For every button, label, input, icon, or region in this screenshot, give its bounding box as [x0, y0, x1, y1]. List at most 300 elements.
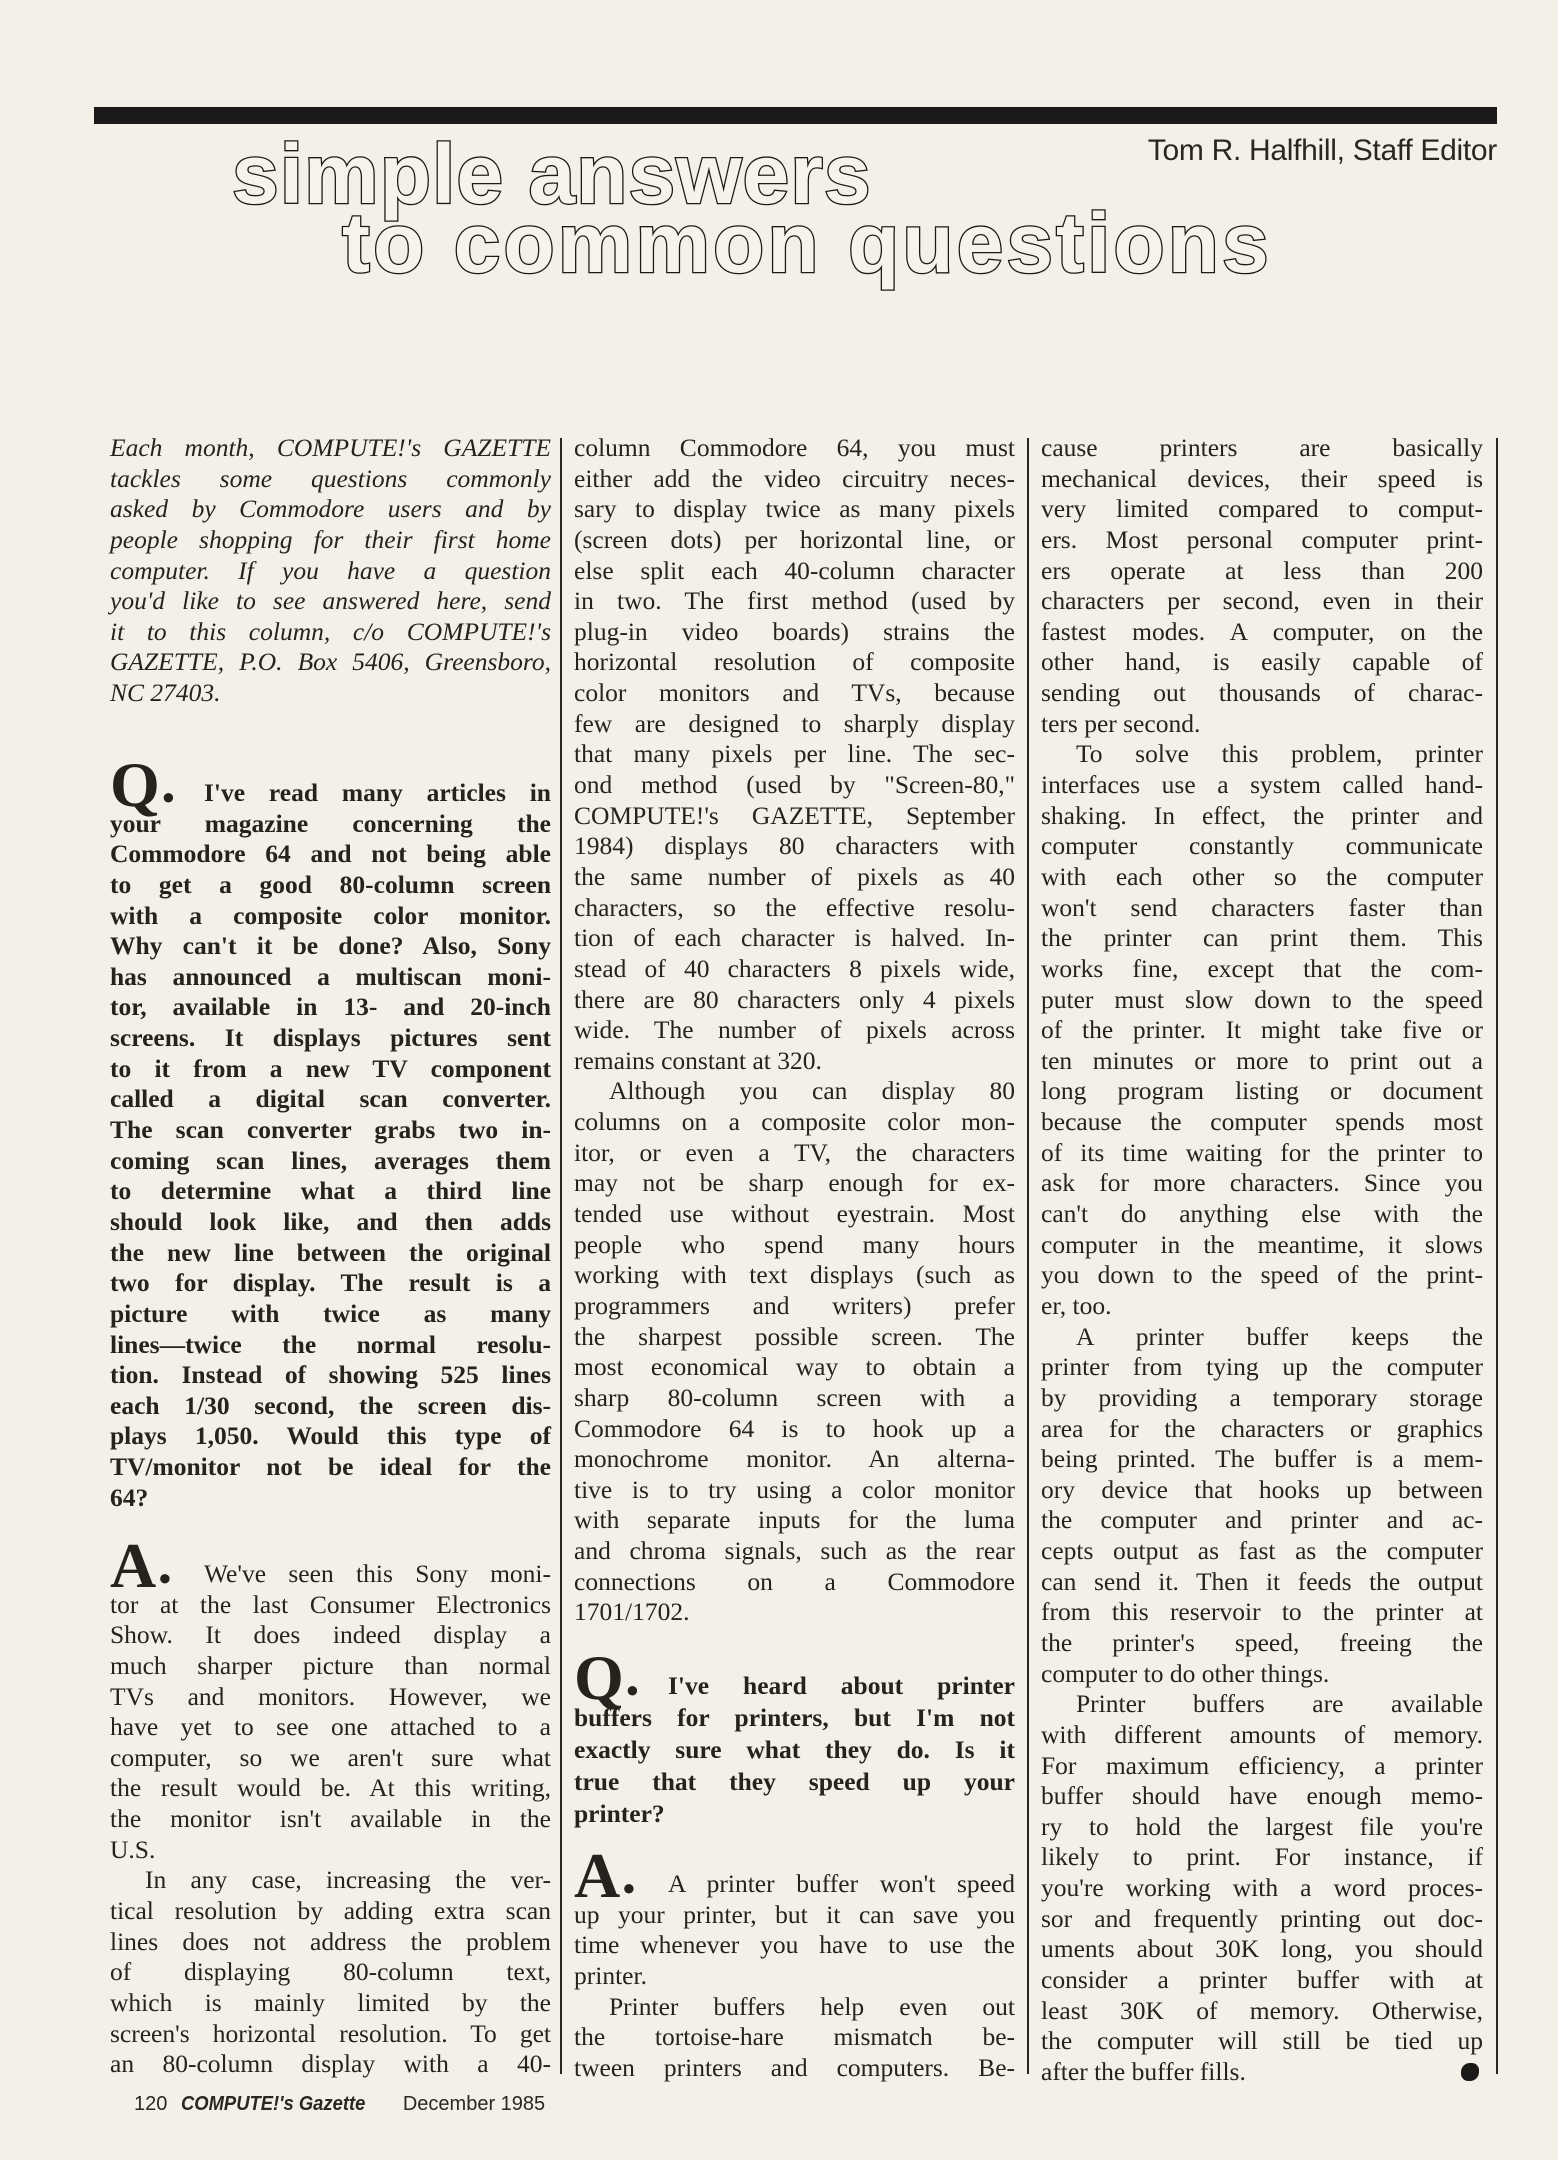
question-marker	[110, 748, 176, 820]
text-line	[574, 1475, 1015, 1506]
text-line	[574, 678, 1015, 709]
text-line	[110, 556, 551, 587]
paragraph	[110, 433, 551, 709]
text-line	[574, 1138, 1015, 1169]
line-text: you're working with a word proces-	[1041, 1873, 1483, 1903]
paragraph	[1041, 1322, 1483, 1690]
line-text: computer to do other things.	[1041, 1658, 1330, 1688]
answer-block	[110, 1529, 551, 2080]
text-line	[110, 1176, 551, 1207]
text-line	[574, 1168, 1015, 1199]
text-line	[574, 1444, 1015, 1475]
text-line	[1041, 1076, 1483, 1107]
line-text: that many pixels per line. The sec-	[574, 739, 1015, 769]
paragraph	[574, 1076, 1015, 1628]
line-text: in two. The first method (used by	[574, 586, 1015, 616]
line-text: COMPUTE!'s GAZETTE, September	[574, 800, 1015, 830]
page-number: 120	[134, 2093, 168, 2115]
text-line	[574, 433, 1015, 464]
text-line	[1041, 1352, 1483, 1383]
text-line	[574, 647, 1015, 678]
line-text: the monitor isn't available in the	[110, 1804, 551, 1834]
line-text: else split each 40-column character	[574, 555, 1015, 585]
text-line	[574, 2053, 1015, 2084]
text-line	[574, 1798, 1015, 1830]
answer-block	[574, 1839, 1015, 2083]
text-line	[110, 1804, 551, 1835]
text-line	[1041, 1659, 1483, 1690]
title-line-2: to common questions	[342, 196, 1272, 290]
line-text: the sharpest possible screen. The	[574, 1321, 1015, 1351]
text-line	[110, 1360, 551, 1391]
line-text: characters, so the effective resolu-	[574, 892, 1015, 922]
line-text: of displaying 80-column text,	[110, 1957, 551, 1987]
text-line	[110, 1452, 551, 1483]
line-text: itor, or even a TV, the characters	[574, 1137, 1015, 1167]
text-line	[574, 525, 1015, 556]
line-text: A printer buffer won't speed	[668, 1869, 1015, 1898]
text-line	[574, 923, 1015, 954]
marker-letter: A	[110, 1529, 157, 1601]
title-line-1: simple answers	[232, 127, 872, 221]
text-line	[574, 586, 1015, 617]
text-line	[1041, 1781, 1483, 1812]
line-text: Commodore 64 and not being able	[110, 839, 551, 869]
text-line	[574, 1230, 1015, 1261]
line-text: which is mainly limited by the	[110, 1987, 551, 2017]
text-line	[1041, 1291, 1483, 1322]
text-line	[574, 617, 1015, 648]
line-text: stead of 40 characters 8 pixels wide,	[574, 953, 1015, 983]
line-text: each 1/30 second, the screen dis-	[110, 1390, 551, 1420]
paragraph	[1041, 433, 1483, 739]
line-text: sending out thousands of charac-	[1041, 678, 1483, 708]
line-text: 1984) displays 80 characters with	[574, 831, 1015, 861]
text-line	[1041, 1138, 1483, 1169]
author-byline: Tom R. Halfhill, Staff Editor	[1147, 134, 1497, 167]
line-text: to it from a new TV component	[110, 1053, 551, 1083]
text-line	[110, 1146, 551, 1177]
line-text: computer constantly communicate	[1041, 831, 1483, 861]
text-line	[1041, 525, 1483, 556]
text-line	[110, 1207, 551, 1238]
text-line	[1041, 2026, 1483, 2057]
bullet-icon: ●	[625, 1677, 640, 1702]
line-text: Each month, COMPUTE!'s GAZETTE	[110, 433, 551, 462]
line-text: from this reservoir to the printer at	[1041, 1597, 1483, 1627]
line-text: after the buffer fills.	[1041, 2056, 1246, 2086]
line-text: mechanical devices, their speed is	[1041, 463, 1483, 493]
text-line	[1041, 1720, 1483, 1751]
line-text: tween printers and computers. Be-	[574, 2052, 1015, 2082]
line-text: long program listing or document	[1041, 1076, 1483, 1106]
line-text: Printer buffers are available	[1076, 1689, 1483, 1719]
line-text: called a digital scan converter.	[110, 1084, 551, 1114]
text-line	[574, 1900, 1015, 1931]
text-line	[110, 1957, 551, 1988]
text-line	[110, 901, 551, 932]
text-line	[110, 647, 551, 678]
text-line	[1041, 1107, 1483, 1138]
bullet-icon: ●	[622, 1874, 636, 1900]
text-line	[110, 1743, 551, 1774]
line-text: sor and frequently printing out doc-	[1041, 1903, 1483, 1933]
text-line	[110, 931, 551, 962]
line-text: to determine what a third line	[110, 1176, 551, 1206]
line-text: The scan converter grabs two in-	[110, 1115, 551, 1145]
text-line	[1041, 1996, 1483, 2027]
text-line	[574, 1107, 1015, 1138]
paragraph	[110, 748, 551, 1513]
line-text: either add the video circuitry neces-	[574, 463, 1015, 493]
text-line	[1041, 1812, 1483, 1843]
text-line	[110, 2019, 551, 2050]
line-text: columns on a composite color mon-	[574, 1107, 1015, 1137]
text-line	[110, 1330, 551, 1361]
text-line	[110, 1988, 551, 2019]
line-text: ond method (used by "Screen-80,"	[574, 770, 1015, 800]
text-line	[1041, 831, 1483, 862]
column-3	[1041, 0, 1483, 2160]
line-text: much sharper picture than normal	[110, 1650, 551, 1680]
text-line	[110, 1023, 551, 1054]
text-line	[1041, 923, 1483, 954]
text-line	[574, 801, 1015, 832]
line-text: I've read many articles in	[204, 778, 551, 807]
line-text: tended use without eyestrain. Most	[574, 1199, 1015, 1229]
text-line	[110, 1927, 551, 1958]
page-footer	[134, 2093, 545, 2116]
text-line	[1041, 1444, 1483, 1475]
text-line	[110, 1682, 551, 1713]
text-line	[110, 1651, 551, 1682]
paragraph	[110, 1529, 551, 1865]
line-text: I've heard about printer	[668, 1671, 1015, 1700]
text-line	[1041, 1505, 1483, 1536]
end-mark-icon	[1461, 2063, 1479, 2081]
answer-marker	[110, 1529, 172, 1601]
text-line	[1041, 862, 1483, 893]
text-line	[110, 494, 551, 525]
line-text: monochrome monitor. An alterna-	[574, 1444, 1015, 1474]
text-line	[574, 1015, 1015, 1046]
line-text: screen's horizontal resolution. To get	[110, 2018, 551, 2048]
text-line	[110, 1835, 551, 1866]
line-text: sary to display twice as many pixels	[574, 494, 1015, 524]
paragraph	[1041, 739, 1483, 1321]
bullet-icon: ●	[158, 1564, 172, 1590]
line-text: should look like, and then adds	[110, 1206, 551, 1236]
line-text: with a composite color monitor.	[110, 900, 551, 930]
line-text: other hand, is easily capable of	[1041, 647, 1483, 677]
line-text: programmers and writers) prefer	[574, 1290, 1015, 1320]
text-line	[1041, 617, 1483, 648]
text-line	[574, 1199, 1015, 1230]
line-text: least 30K of memory. Otherwise,	[1041, 1995, 1483, 2025]
line-text: cause printers are basically	[1041, 433, 1483, 462]
text-line	[1041, 1046, 1483, 1077]
text-line	[574, 770, 1015, 801]
line-text: printer.	[574, 1960, 647, 1990]
line-text: (screen dots) per horizontal line, or	[574, 524, 1015, 554]
question-block	[574, 1642, 1015, 1830]
line-text: tive is to try using a color monitor	[574, 1474, 1015, 1504]
line-text: Show. It does indeed display a	[110, 1620, 551, 1650]
text-line	[110, 1115, 551, 1146]
line-text: because the computer spends most	[1041, 1107, 1483, 1137]
text-line	[1041, 586, 1483, 617]
line-text: an 80-column display with a 40-	[110, 2049, 551, 2079]
text-line	[110, 1620, 551, 1651]
line-text: printer?	[574, 1799, 665, 1828]
paragraph	[574, 433, 1015, 1076]
line-text: works fine, except that the com-	[1041, 953, 1483, 983]
text-line	[574, 1352, 1015, 1383]
text-line	[574, 1383, 1015, 1414]
column-2	[574, 0, 1015, 2160]
text-line	[110, 1054, 551, 1085]
line-text: can send it. Then it feeds the output	[1041, 1566, 1483, 1596]
line-text: being printed. The buffer is a mem-	[1041, 1444, 1483, 1474]
line-text: to get a good 80-column screen	[110, 869, 551, 899]
bullet-icon: ●	[161, 783, 176, 809]
line-text: computer. If you have a question	[110, 555, 551, 585]
line-text: 64?	[110, 1482, 149, 1512]
line-text: has announced a multiscan moni-	[110, 961, 551, 991]
text-line	[1041, 464, 1483, 495]
text-line	[1041, 433, 1483, 464]
text-line	[574, 1961, 1015, 1992]
line-text: tor, available in 13- and 20-inch	[110, 992, 551, 1022]
line-text: consider a printer buffer with at	[1041, 1965, 1483, 1995]
line-text: very limited compared to comput-	[1041, 494, 1483, 524]
text-line	[1041, 1934, 1483, 1965]
line-text: the printer can print them. This	[1041, 923, 1483, 953]
line-text: ers. Most personal computer print-	[1041, 524, 1483, 554]
line-text: To solve this problem, printer	[1076, 739, 1483, 769]
line-text: with each other so the computer	[1041, 861, 1483, 891]
text-line	[110, 1421, 551, 1452]
text-line	[110, 992, 551, 1023]
line-text: tion of each character is halved. In-	[574, 923, 1015, 953]
text-line	[574, 1414, 1015, 1445]
line-text: coming scan lines, averages them	[110, 1145, 551, 1175]
text-line	[1041, 1383, 1483, 1414]
line-text: of the printer. It might take five or	[1041, 1015, 1483, 1045]
text-line	[574, 893, 1015, 924]
text-line	[110, 1590, 551, 1621]
line-text: 1701/1702.	[574, 1597, 690, 1627]
line-text: the computer will still be tied up	[1041, 2026, 1483, 2056]
text-line	[1041, 1230, 1483, 1261]
line-text: lines does not address the problem	[110, 1926, 551, 1956]
line-text: computer, so we aren't sure what	[110, 1742, 551, 1772]
line-text: ers operate at less than 200	[1041, 555, 1483, 585]
line-text: you'd like to see answered here, send	[110, 586, 551, 616]
text-line	[1041, 1904, 1483, 1935]
line-text: Printer buffers help even out	[609, 1991, 1015, 2021]
line-text: connections on a Commodore	[574, 1566, 1015, 1596]
text-line	[574, 1322, 1015, 1353]
line-text: there are 80 characters only 4 pixels	[574, 984, 1015, 1014]
line-text: likely to print. For instance, if	[1041, 1842, 1483, 1872]
line-text: with different amounts of memory.	[1041, 1719, 1483, 1749]
text-line	[1041, 1322, 1483, 1353]
text-line	[574, 1930, 1015, 1961]
text-line	[1041, 556, 1483, 587]
text-line	[574, 1839, 1015, 1911]
text-line	[1041, 893, 1483, 924]
line-text: cepts output as fast as the computer	[1041, 1536, 1483, 1566]
text-line	[1041, 678, 1483, 709]
text-line	[110, 1529, 551, 1601]
text-line	[1041, 647, 1483, 678]
column-rule	[560, 438, 562, 2074]
answer-marker	[574, 1839, 636, 1911]
line-text: sharp 80-column screen with a	[574, 1382, 1015, 1412]
line-text: the same number of pixels as 40	[574, 861, 1015, 891]
line-text: ry to hold the largest file you're	[1041, 1811, 1483, 1841]
line-text: For maximum efficiency, a printer	[1041, 1750, 1483, 1780]
line-text: it to this column, c/o COMPUTE!'s	[110, 616, 551, 646]
text-line	[1041, 801, 1483, 832]
text-line	[574, 985, 1015, 1016]
paragraph	[110, 1865, 551, 2079]
line-text: people who spend many hours	[574, 1229, 1015, 1259]
line-text: buffer should have enough memo-	[1041, 1781, 1483, 1811]
text-line	[574, 556, 1015, 587]
line-text: won't send characters faster than	[1041, 892, 1483, 922]
text-line	[110, 464, 551, 495]
text-line	[1041, 1260, 1483, 1291]
text-line	[1041, 770, 1483, 801]
line-text: column Commodore 64, you must	[574, 433, 1015, 462]
text-line	[1041, 1015, 1483, 1046]
line-text: working with text displays (such as	[574, 1260, 1015, 1290]
line-text: tion. Instead of showing 525 lines	[110, 1360, 551, 1390]
line-text: the new line between the original	[110, 1237, 551, 1267]
paragraph	[1041, 1689, 1483, 2087]
line-text: interfaces use a system called hand-	[1041, 770, 1483, 800]
line-text: people shopping for their first home	[110, 524, 551, 554]
text-line	[1041, 1168, 1483, 1199]
line-text: can't do anything else with the	[1041, 1199, 1483, 1229]
line-text: wide. The number of pixels across	[574, 1015, 1015, 1045]
text-line	[574, 1734, 1015, 1766]
line-text: plug-in video boards) strains the	[574, 616, 1015, 646]
text-line	[574, 494, 1015, 525]
text-line	[1041, 985, 1483, 1016]
line-text: printer from tying up the computer	[1041, 1352, 1483, 1382]
text-line	[574, 1260, 1015, 1291]
line-text: ters per second.	[1041, 708, 1201, 738]
line-text: puter must slow down to the speed	[1041, 984, 1483, 1014]
line-text: few are designed to sharply display	[574, 708, 1015, 738]
line-text: characters per second, even in their	[1041, 586, 1483, 616]
text-line	[110, 809, 551, 840]
text-line	[110, 1773, 551, 1804]
text-line	[574, 1642, 1015, 1713]
marker-letter: Q	[574, 1642, 624, 1713]
paragraph	[574, 1992, 1015, 2084]
text-line	[1041, 1597, 1483, 1628]
line-text: most economical way to obtain a	[574, 1352, 1015, 1382]
text-line	[1041, 1842, 1483, 1873]
text-line	[1041, 1199, 1483, 1230]
text-line	[110, 617, 551, 648]
line-text: uments about 30K long, you should	[1041, 1934, 1483, 1964]
column-rule	[1496, 438, 1498, 2074]
text-line	[574, 1291, 1015, 1322]
line-text: have yet to see one attached to a	[110, 1712, 551, 1742]
line-text: the computer and printer and ac-	[1041, 1505, 1483, 1535]
line-text: of its time waiting for the printer to	[1041, 1137, 1483, 1167]
text-line	[1041, 1873, 1483, 1904]
text-line	[1041, 709, 1483, 740]
issue-date: December 1985	[402, 2093, 546, 2115]
column-1	[110, 0, 551, 2160]
line-text: remains constant at 320.	[574, 1045, 822, 1075]
text-line	[574, 954, 1015, 985]
line-text: computer in the meantime, it slows	[1041, 1229, 1483, 1259]
text-line	[110, 1391, 551, 1422]
text-line	[574, 1597, 1015, 1628]
line-text: lines—twice the normal resolu-	[110, 1329, 551, 1359]
line-text: and chroma signals, such as the rear	[574, 1536, 1015, 1566]
line-text: the result would be. At this writing,	[110, 1773, 551, 1803]
paragraph	[574, 1839, 1015, 1992]
line-text: Although you can display 80	[609, 1076, 1015, 1106]
text-line	[110, 870, 551, 901]
text-line	[110, 1084, 551, 1115]
text-line	[574, 1046, 1015, 1077]
marker-letter: Q	[110, 748, 160, 820]
text-line	[1041, 1689, 1483, 1720]
line-text: may not be sharp enough for ex-	[574, 1168, 1015, 1198]
text-line	[1041, 1414, 1483, 1445]
text-line	[1041, 1536, 1483, 1567]
line-text: shaking. In effect, the printer and	[1041, 800, 1483, 830]
line-text: ask for more characters. Since you	[1041, 1168, 1483, 1198]
text-line	[1041, 2057, 1483, 2088]
line-text: tor at the last Consumer Electronics	[110, 1589, 551, 1619]
text-line	[1041, 954, 1483, 985]
text-line	[110, 678, 551, 709]
line-text: screens. It displays pictures sent	[110, 1023, 551, 1053]
line-text: color monitors and TVs, because	[574, 678, 1015, 708]
line-text: TVs and monitors. However, we	[110, 1681, 551, 1711]
text-line	[110, 2049, 551, 2080]
body-block	[1041, 433, 1483, 2088]
body-block	[574, 433, 1015, 1628]
line-text: asked by Commodore users and by	[110, 494, 551, 524]
line-text: plays 1,050. Would this type of	[110, 1421, 551, 1451]
text-line	[110, 839, 551, 870]
line-text: GAZETTE, P.O. Box 5406, Greensboro,	[110, 647, 551, 677]
line-text: two for display. The result is a	[110, 1268, 551, 1298]
question-block	[110, 748, 551, 1513]
paragraph	[574, 1642, 1015, 1830]
line-text: the printer's speed, freeing the	[1041, 1627, 1483, 1657]
text-line	[574, 1702, 1015, 1734]
text-line	[1041, 494, 1483, 525]
text-line	[1041, 1475, 1483, 1506]
text-line	[1041, 1751, 1483, 1782]
line-text: fastest modes. A computer, on the	[1041, 616, 1483, 646]
text-line	[574, 831, 1015, 862]
text-line	[574, 709, 1015, 740]
line-text: Why can't it be done? Also, Sony	[110, 931, 551, 961]
